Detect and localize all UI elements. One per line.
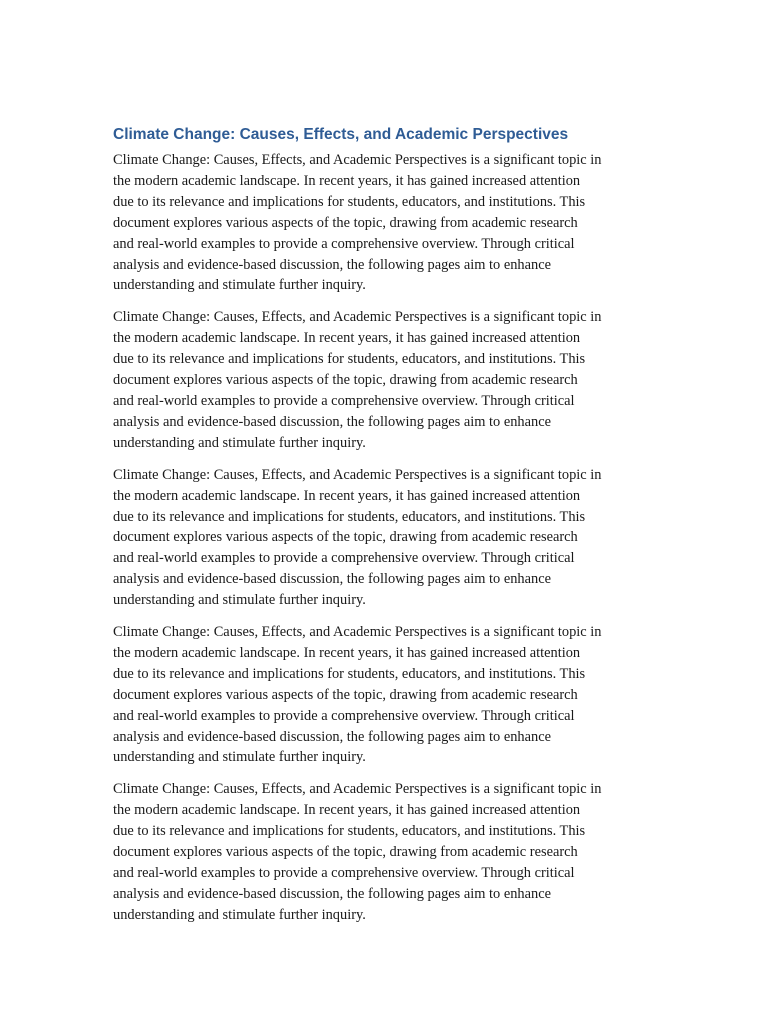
- paragraph-line: understanding and stimulate further inquiry.: [113, 434, 366, 451]
- paragraph-line: and real-world examples to provide a comprehensive overview. Through critical: [113, 235, 575, 252]
- paragraph-line: and real-world examples to provide a comprehensive overview. Through critical: [113, 707, 575, 724]
- paragraph-line: and real-world examples to provide a comprehensive overview. Through critical: [113, 865, 575, 881]
- body-paragraph: [113, 307, 648, 453]
- paragraph-line: analysis and evidence-based discussion, the following pages aim to enhance: [113, 728, 551, 745]
- paragraph-line: Climate Change: Causes, Effects, and Academic Perspectives is a significant topic in: [113, 624, 602, 641]
- paragraph-line: understanding and stimulate further inquiry.: [113, 749, 366, 766]
- paragraph-line: document explores various aspects of the topic, drawing from academic research: [113, 372, 578, 389]
- body-paragraph: [113, 622, 648, 768]
- body-paragraph: [113, 465, 648, 611]
- document-heading: Climate Change: Causes, Effects, and Academic Perspectives: [113, 126, 569, 143]
- paragraph-line: analysis and evidence-based discussion, the following pages aim to enhance: [113, 885, 551, 902]
- paragraph-line: due to its relevance and implications for students, educators, and institutions. This: [113, 823, 586, 840]
- document-body: [113, 124, 648, 937]
- paragraph-line: Climate Change: Causes, Effects, and Academic Perspectives is a significant topic in: [113, 309, 602, 326]
- paragraph-line: analysis and evidence-based discussion, the following pages aim to enhance: [113, 413, 551, 430]
- paragraph-line: document explores various aspects of the topic, drawing from academic research: [113, 686, 578, 703]
- paragraph-line: Climate Change: Causes, Effects, and Academic Perspectives is a significant topic in: [113, 781, 602, 798]
- paragraph-line: understanding and stimulate further inquiry.: [113, 906, 366, 923]
- paragraph-line: the modern academic landscape. In recent years, it has gained increased attention: [113, 644, 581, 661]
- paragraph-line: and real-world examples to provide a comprehensive overview. Through critical: [113, 392, 575, 409]
- paragraph-list: [113, 150, 648, 926]
- paragraph-line: document explores various aspects of the topic, drawing from academic research: [113, 844, 578, 861]
- paragraph-line: and real-world examples to provide a comprehensive overview. Through critical: [113, 550, 575, 567]
- paragraph-line: understanding and stimulate further inquiry.: [113, 592, 366, 609]
- paragraph-line: Climate Change: Causes, Effects, and Academic Perspectives is a significant topic in: [113, 152, 602, 168]
- paragraph-line: due to its relevance and implications for students, educators, and institutions. This: [113, 193, 586, 210]
- paragraph-line: due to its relevance and implications for students, educators, and institutions. This: [113, 351, 586, 368]
- body-paragraph: [113, 150, 648, 296]
- paragraph-line: document explores various aspects of the topic, drawing from academic research: [113, 529, 578, 546]
- paragraph-line: understanding and stimulate further inquiry.: [113, 277, 366, 294]
- body-paragraph: [113, 779, 648, 925]
- paragraph-line: Climate Change: Causes, Effects, and Academic Perspectives is a significant topic in: [113, 466, 602, 483]
- paragraph-line: the modern academic landscape. In recent years, it has gained increased attention: [113, 802, 581, 819]
- paragraph-line: due to its relevance and implications for students, educators, and institutions. This: [113, 665, 586, 682]
- paragraph-line: the modern academic landscape. In recent years, it has gained increased attention: [113, 172, 581, 189]
- paragraph-line: analysis and evidence-based discussion, the following pages aim to enhance: [113, 256, 551, 273]
- paragraph-line: the modern academic landscape. In recent years, it has gained increased attention: [113, 330, 581, 347]
- paragraph-line: due to its relevance and implications for students, educators, and institutions. This: [113, 508, 586, 525]
- paragraph-line: document explores various aspects of the topic, drawing from academic research: [113, 214, 578, 231]
- paragraph-line: analysis and evidence-based discussion, the following pages aim to enhance: [113, 571, 551, 588]
- paragraph-line: the modern academic landscape. In recent years, it has gained increased attention: [113, 487, 581, 504]
